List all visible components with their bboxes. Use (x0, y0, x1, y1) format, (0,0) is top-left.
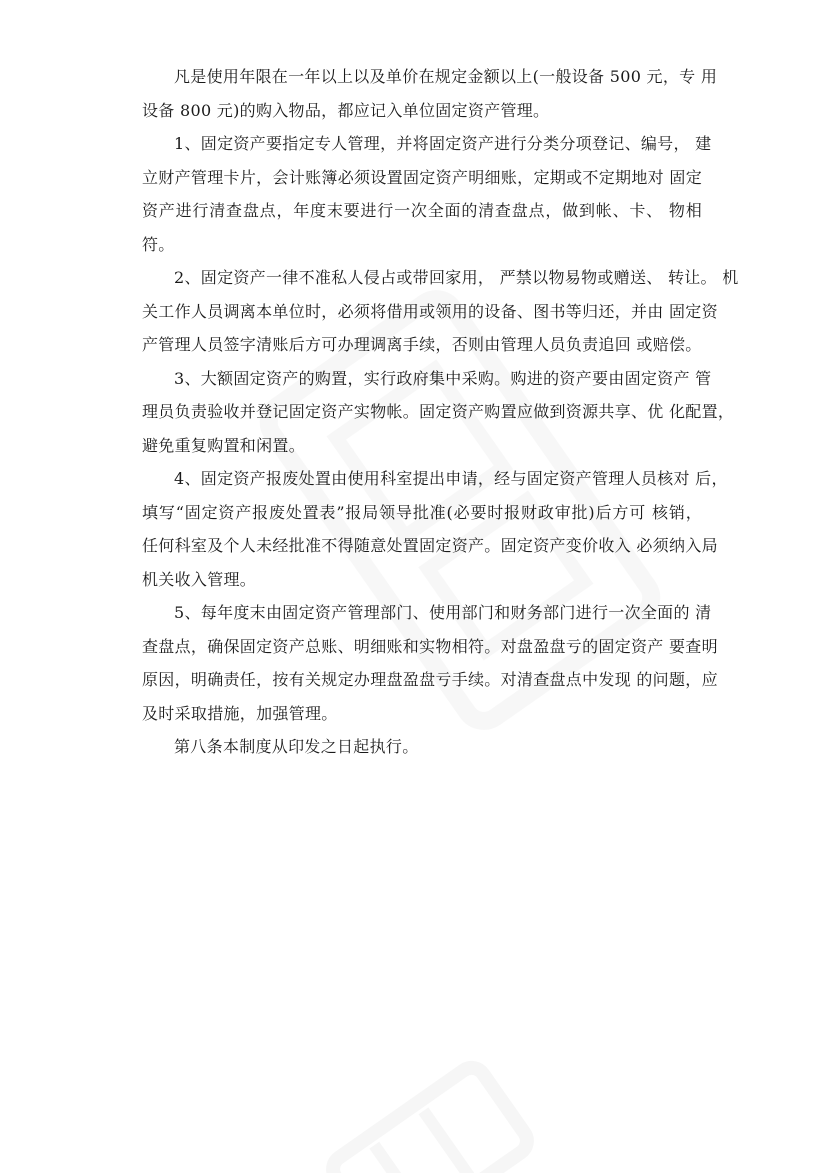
text-line: 2、固定资产一律不准私人侵占或带回家用， 严禁以物易物或赠送、 转让。 机 (174, 268, 739, 287)
paragraph-item-4 (110, 462, 728, 596)
text-line: 关工作人员调离本单位时，必须将借用或领用的设备、图书等归还，并由 固定资 (142, 301, 718, 321)
paragraph-item-5 (110, 596, 718, 730)
text-line: 填写“固定资产报废处置表”报局领导批准(必要时报财政审批)后方可 核销， (142, 502, 702, 522)
text-line: 1、固定资产要指定专人管理，并将固定资产进行分类分项登记、编号， 建 (174, 134, 712, 153)
text-line: 机关收入管理。 (142, 569, 257, 589)
paragraph-item-3 (110, 362, 735, 463)
text-line: 5、每年度末由固定资产管理部门、使用部门和财务部门进行一次全面的 清 (174, 603, 712, 622)
paragraph-item-1 (110, 127, 712, 261)
text-line: 资产进行清查盘点，年度末要进行一次全面的清查盘点，做到帐、卡、 物相 (142, 201, 702, 220)
text-line: 设备 800 元)的购入物品，都应记入单位固定资产管理。 (142, 100, 550, 120)
text-line: 立财产管理卡片，会计账簿必须设置固定资产明细账，定期或不定期地对 固定 (142, 167, 702, 187)
text-line: 4、固定资产报废处置由使用科室提出申请，经与固定资产管理人员核对 后， (174, 469, 728, 488)
text-line: 原因，明确责任，按有关规定办理盘盈盘亏手续。对清查盘点中发现 的问题，应 (142, 670, 718, 689)
text-line: 凡是使用年限在一年以上以及单价在规定金额以上(一般设备 500 元，专 用 (174, 67, 718, 86)
text-line: 第八条本制度从印发之日起执行。 (174, 737, 419, 756)
text-line: 避免重复购置和闲置。 (142, 435, 306, 455)
text-line: 查盘点，确保固定资产总账、明细账和实物相符。对盘盈盘亏的固定资产 要查明 (142, 636, 718, 656)
text-line: 任何科室及个人未经批准不得随意处置固定资产。固定资产变价收入 必须纳入局 (142, 536, 718, 555)
document-body (110, 60, 739, 764)
text-line: 理员负责验收并登记固定资产实物帐。固定资产购置应做到资源共享、优 化配置， (142, 402, 735, 421)
text-line: 3、大额固定资产的购置，实行政府集中采购。购进的资产要由固定资产 管 (174, 368, 712, 388)
paragraph-article-8 (110, 730, 702, 764)
text-line: 符。 (142, 234, 175, 254)
text-line: 及时采取措施，加强管理。 (142, 703, 338, 723)
text-line: 产管理人员签字清账后方可办理调离手续，否则由管理人员负责追回 或赔偿。 (142, 335, 702, 354)
paragraph-intro (110, 60, 718, 127)
paragraph-item-2 (110, 261, 739, 362)
watermark-bottom-icon (314, 1048, 547, 1173)
